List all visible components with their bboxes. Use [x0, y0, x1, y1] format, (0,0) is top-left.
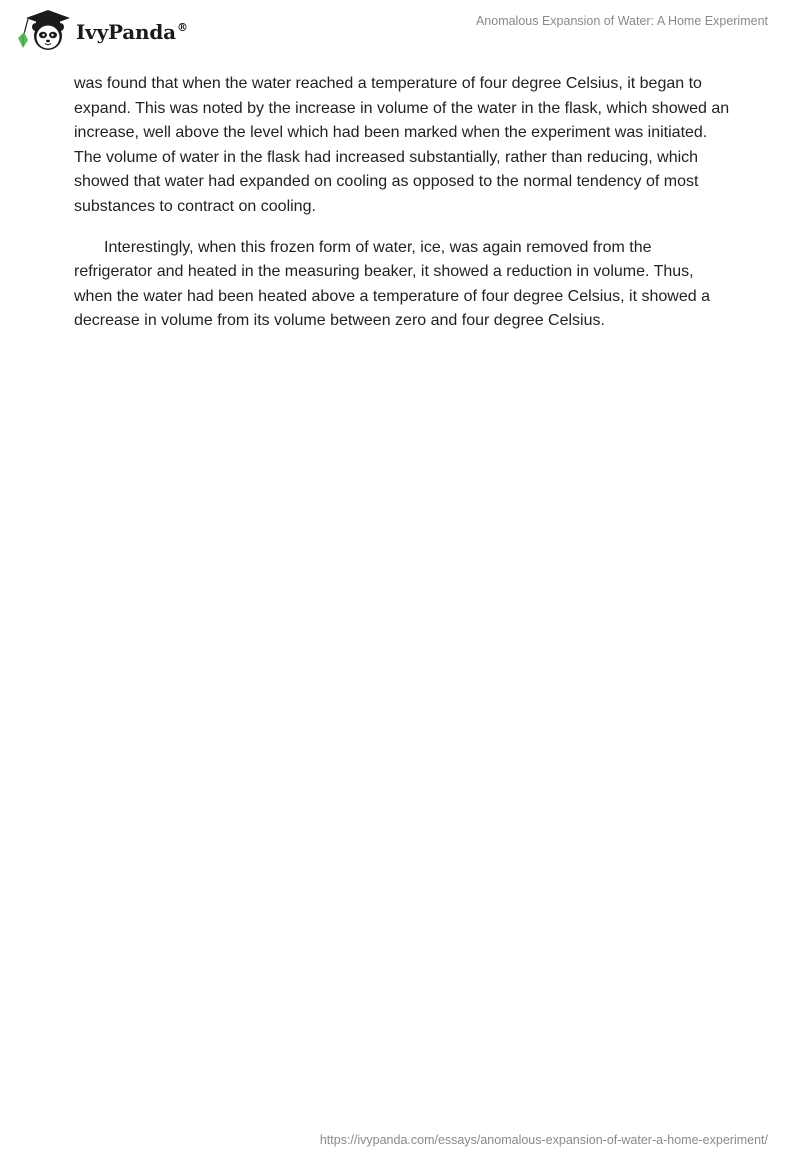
running-title: Anomalous Expansion of Water: A Home Experiment	[475, 14, 768, 28]
panda-graduation-cap-logo-icon	[14, 8, 72, 54]
brand-logo[interactable]	[14, 8, 188, 54]
page-header	[0, 0, 800, 60]
brand-name: IvyPanda®	[76, 20, 188, 44]
registered-mark: ®	[176, 21, 188, 35]
essay-body	[74, 72, 734, 350]
paragraph: was found that when the water reached a temperature of four degree Celsius, it began to expand. This was noted by the increase in volume of the water in the flask, which showed an increase, well above the level which had been marked when the experiment was initiated. The volume of water in the flask had increased substantially, rather than reducing, which showed that water had expanded on cooling as opposed to the normal tendency of most substances to contract on cooling.	[74, 75, 730, 215]
paragraph: Interestingly, when this frozen form of water, ice, was again removed from the refrigerator and heated in the measuring beaker, it showed a reduction in volume. Thus, when the water had been heated above a temperature of four degree Celsius, it showed a decrease in volume from its volume between zero and four degree Celsius.	[74, 238, 710, 330]
footer-url-link[interactable]: https://ivypanda.com/essays/anomalous-expansion-of-water-a-home-experiment/	[319, 1133, 768, 1147]
